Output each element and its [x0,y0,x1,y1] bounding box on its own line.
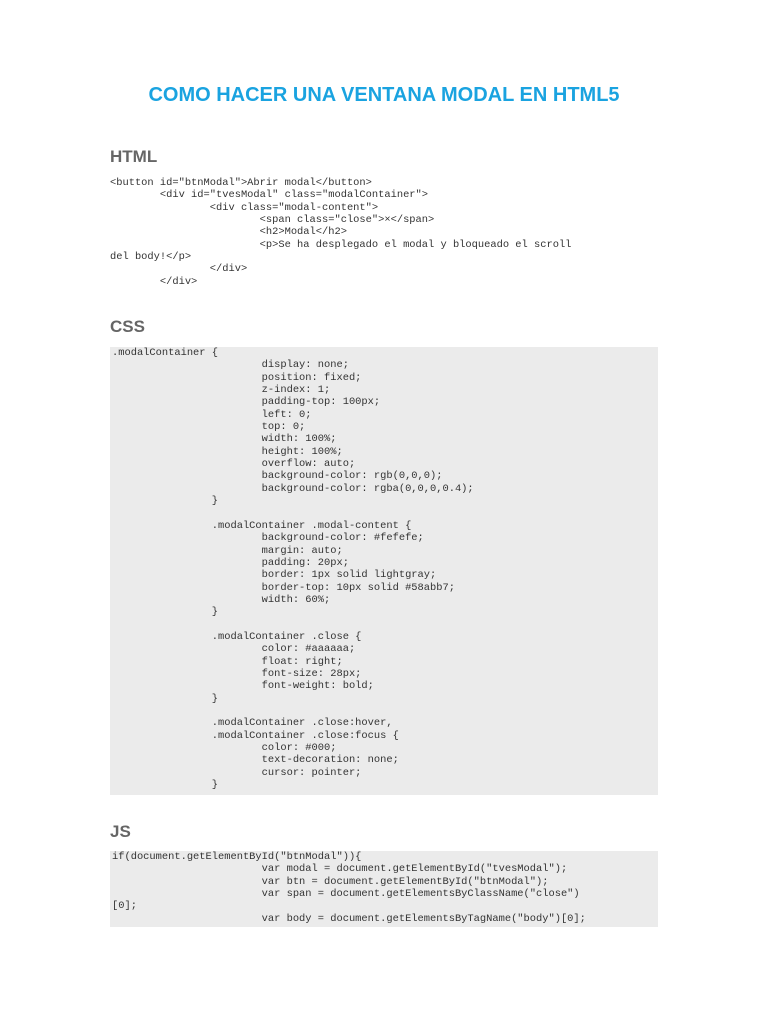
code-line: if(document.getElementById("btnModal")){ [112,851,362,863]
code-line: display: none; [112,359,349,372]
code-line: var body = document.getElementsByTagName("body")[0]; [112,912,586,925]
code-line: .modalContainer .modal-content { [112,519,412,532]
code-line: float: right; [112,655,343,668]
code-line: <div id="tvesModal" class="modalContainer"> [110,189,429,202]
code-block-html [110,177,658,288]
code-line: <span class="close">×</span> [110,214,435,227]
code-line: } [112,692,219,705]
code-line: .modalContainer .close:hover, [112,717,393,730]
code-line: [0]; [112,900,137,913]
code-line: margin: auto; [112,544,343,557]
code-line: del body!</p> [110,251,192,264]
code-line: color: #aaaaaa; [112,643,356,656]
page-title: COMO HACER UNA VENTANA MODAL EN HTML5 [148,84,620,106]
code-line: text-decoration: none; [112,754,399,767]
code-line: font-weight: bold; [112,680,374,693]
code-line: } [112,779,219,792]
code-line: padding: 20px; [112,556,349,569]
code-line: </div> [110,263,248,276]
code-block-js [110,851,658,927]
code-line: .modalContainer .close:focus { [112,729,399,742]
code-line [112,507,656,519]
code-line: height: 100%; [112,445,343,458]
code-line: } [112,606,219,619]
code-line: var btn = document.getElementById("btnModal"); [112,875,549,888]
code-line [112,705,656,717]
code-line: width: 100%; [112,433,337,446]
code-line: cursor: pointer; [112,766,362,779]
code-line: border-top: 10px solid #58abb7; [112,581,455,594]
code-line: var modal = document.getElementById("tvesModal"); [112,863,568,876]
code-line: left: 0; [112,408,312,421]
code-line: var span = document.getElementsByClassName("close") [112,888,580,901]
section-heading-html: HTML [110,147,158,166]
code-line: overflow: auto; [112,458,356,471]
section-heading-css: CSS [110,317,145,336]
code-line: <h2>Modal</h2> [110,226,347,239]
code-line: z-index: 1; [112,384,331,397]
code-line: .modalContainer .close { [112,630,362,643]
code-line: <p>Se ha desplegado el modal y bloqueado el scroll [110,238,572,251]
code-line: <div class="modal-content"> [110,201,379,214]
code-line: width: 60%; [112,593,331,606]
code-line: background-color: #fefefe; [112,532,424,545]
code-line: background-color: rgb(0,0,0); [112,470,443,483]
code-block-css [110,347,658,795]
code-line: border: 1px solid lightgray; [112,569,437,582]
code-line: top: 0; [112,421,306,434]
code-line: <button id="btnModal">Abrir modal</button> [110,177,372,189]
code-line: </div> [110,275,198,288]
code-line: position: fixed; [112,371,362,384]
code-line: padding-top: 100px; [112,396,381,409]
code-line: } [112,495,219,508]
section-heading-js: JS [110,822,131,841]
code-line: background-color: rgba(0,0,0,0.4); [112,482,474,495]
code-line: font-size: 28px; [112,667,362,680]
code-line [112,619,656,631]
code-line: color: #000; [112,742,337,754]
code-line: .modalContainer { [112,347,219,359]
